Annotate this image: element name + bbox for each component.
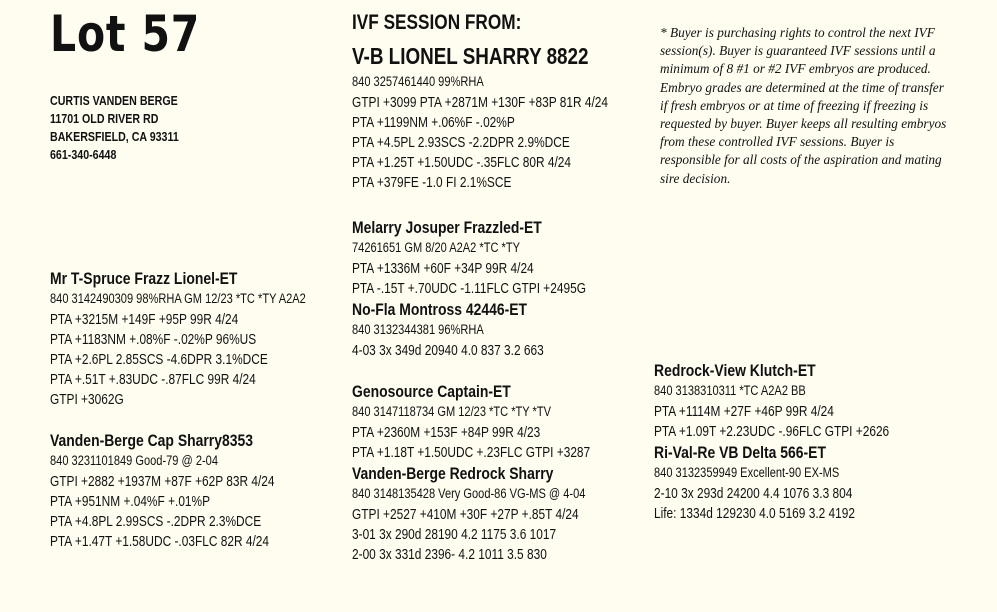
- sire-block: [50, 268, 306, 411]
- klutch-line: PTA +1.09T +2.23UDC -.96FLC GTPI +2626: [654, 423, 890, 440]
- melarry-block: [352, 217, 586, 299]
- captain-line: PTA +1.18T +1.50UDC +.23FLC GTPI +3287: [352, 444, 591, 461]
- klutch-block: [654, 360, 889, 442]
- sire-line: 840 3142490309 98%RHA GM 12/23 *TC *TY A2A2: [50, 291, 306, 306]
- session-line: GTPI +3099 PTA +2871M +130F +83P 81R 4/24: [352, 94, 609, 111]
- melarry-line: PTA -.15T +.70UDC -1.11FLC GTPI +2495G: [352, 280, 586, 297]
- sire-line: PTA +2.6PL 2.85SCS -4.6DPR 3.1%DCE: [50, 351, 268, 368]
- melarry-name: Melarry Josuper Frazzled-ET: [352, 218, 542, 237]
- session-heading: IVF SESSION FROM:: [352, 11, 522, 34]
- klutch-line: 840 3138310311 *TC A2A2 BB: [654, 383, 806, 398]
- klutch-line: PTA +1114M +27F +46P 99R 4/24: [654, 403, 834, 420]
- captain-block: [352, 381, 590, 463]
- delta-line: Life: 1334d 129230 4.0 5169 3.2 4192: [654, 505, 856, 522]
- sire-line: PTA +1183NM +.08%F -.02%P 96%US: [50, 331, 257, 348]
- session-line: PTA +1199NM +.06%F -.02%P: [352, 114, 515, 131]
- captain-name: Genosource Captain-ET: [352, 382, 511, 401]
- session-line: PTA +379FE -1.0 FI 2.1%SCE: [352, 175, 512, 192]
- sire-line: GTPI +3062G: [50, 392, 124, 409]
- delta-line: 840 3132359949 Excellent-90 EX-MS: [654, 465, 840, 480]
- session-line: PTA +4.5PL 2.93SCS -2.2DPR 2.9%DCE: [352, 134, 570, 151]
- dam-name: Vanden-Berge Cap Sharry8353: [50, 431, 254, 450]
- dam-block: [50, 430, 275, 552]
- dam-line: 840 3231101849 Good-79 @ 2-04: [50, 453, 218, 468]
- session-animal-name: V-B LIONEL SHARRY 8822: [352, 43, 589, 69]
- captain-line: PTA +2360M +153F +84P 99R 4/23: [352, 424, 541, 441]
- consignor-block: [50, 92, 179, 164]
- captain-line: 840 3147118734 GM 12/23 *TC *TY *TV: [352, 404, 551, 419]
- dam-line: GTPI +2882 +1937M +87F +62P 83R 4/24: [50, 473, 275, 490]
- dam-line: PTA +1.47T +1.58UDC -.03FLC 82R 4/24: [50, 534, 269, 551]
- lot-title: Lot 57: [50, 5, 201, 63]
- consignor-name: CURTIS VANDEN BERGE: [50, 93, 178, 108]
- sire-name: Mr T-Spruce Frazz Lionel-ET: [50, 269, 238, 288]
- redrock-sharry-line: 2-00 3x 331d 2396- 4.2 1011 3.5 830: [352, 546, 547, 563]
- consignor-city: BAKERSFIELD, CA 93311: [50, 129, 179, 144]
- dam-line: PTA +4.8PL 2.99SCS -.2DPR 2.3%DCE: [50, 513, 262, 530]
- session-line: 840 3257461440 99%RHA: [352, 74, 484, 89]
- redrock-sharry-line: 3-01 3x 290d 28190 4.2 1175 3.6 1017: [352, 526, 557, 543]
- delta-line: 2-10 3x 293d 24200 4.4 1076 3.3 804: [654, 485, 853, 502]
- montross-line: 840 3132344381 96%RHA: [352, 322, 484, 337]
- montross-block: [352, 299, 544, 361]
- delta-name: Ri-Val-Re VB Delta 566-ET: [654, 443, 826, 462]
- sire-line: PTA +.51T +.83UDC -.87FLC 99R 4/24: [50, 372, 256, 389]
- disclaimer-note: * Buyer is purchasing rights to control the next IVF session(s). Buyer is guaranteed IVF sessions until a minimum of 8 #1 or #2 IVF embryos are produced. Embryo grades are determined at the time of transfer if fresh embryos or at time of freezing if freezing is requested by buyer. Buyer keeps all resulting embryos from these controlled IVF sessions. Buyer is responsible for all costs of the aspiration and mating sire decision.: [660, 25, 947, 186]
- session-line: PTA +1.25T +1.50UDC -.35FLC 80R 4/24: [352, 155, 571, 172]
- montross-line: 4-03 3x 349d 20940 4.0 837 3.2 663: [352, 342, 544, 359]
- melarry-line: PTA +1336M +60F +34P 99R 4/24: [352, 260, 534, 277]
- sire-line: PTA +3215M +149F +95P 99R 4/24: [50, 311, 239, 328]
- redrock-sharry-block: [352, 463, 585, 565]
- redrock-sharry-line: GTPI +2527 +410M +30F +27P +.85T 4/24: [352, 506, 579, 523]
- consignor-phone: 661-340-6448: [50, 147, 117, 162]
- dam-line: PTA +951NM +.04%F +.01%P: [50, 493, 211, 510]
- melarry-line: 74261651 GM 8/20 A2A2 *TC *TY: [352, 240, 520, 255]
- redrock-sharry-name: Vanden-Berge Redrock Sharry: [352, 464, 554, 483]
- klutch-name: Redrock-View Klutch-ET: [654, 361, 816, 380]
- montross-name: No-Fla Montross 42446-ET: [352, 300, 528, 319]
- session-block: [352, 8, 608, 194]
- redrock-sharry-line: 840 3148135428 Very Good-86 VG-MS @ 4-04: [352, 486, 586, 501]
- delta-block: [654, 442, 855, 524]
- consignor-address: 11701 OLD RIVER RD: [50, 111, 159, 126]
